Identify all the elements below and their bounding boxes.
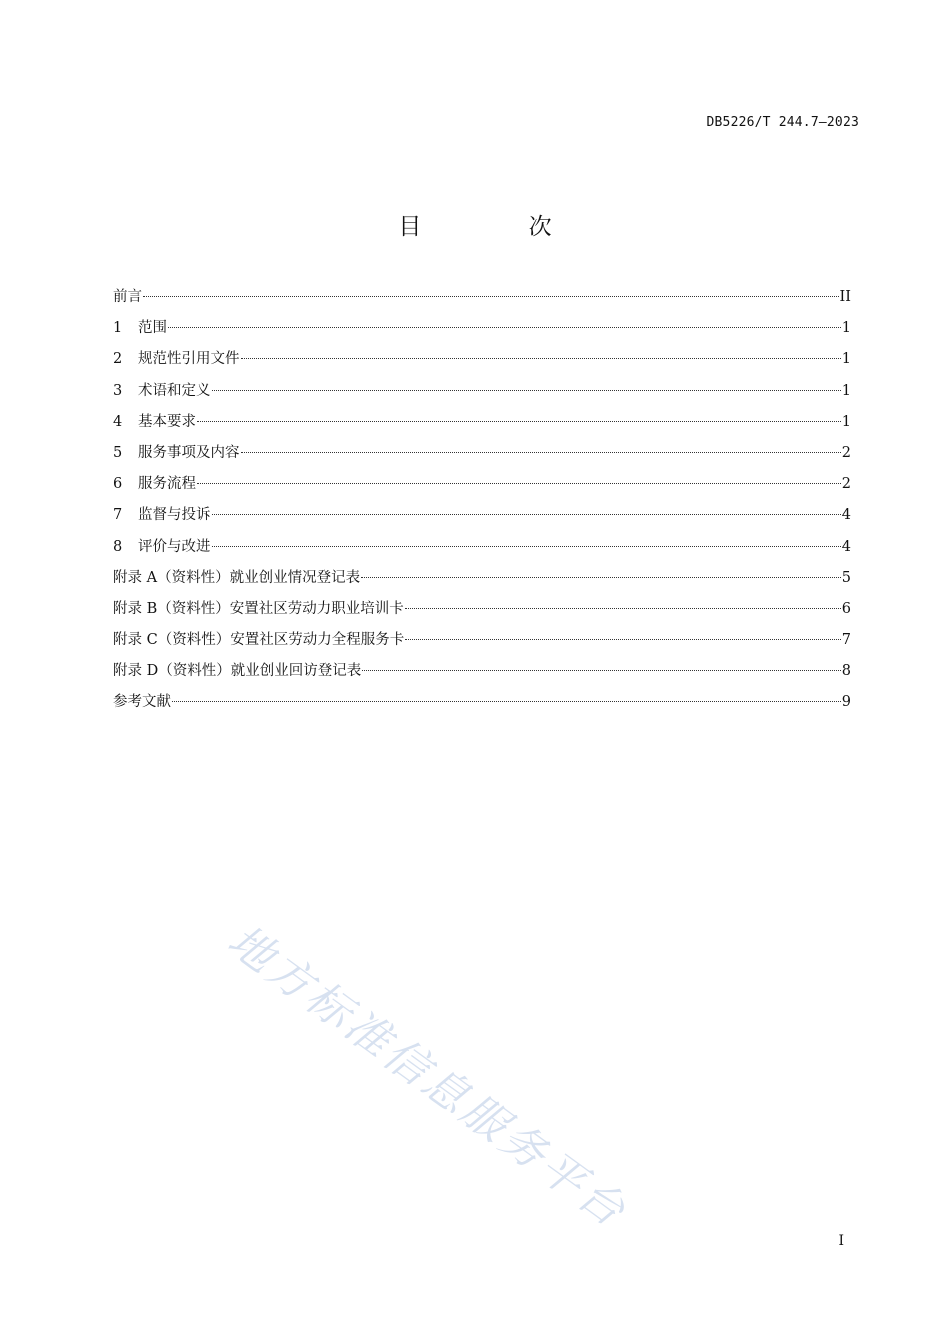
- toc-dot-leader: [362, 670, 841, 671]
- toc-entry-label: 参考文献: [113, 694, 171, 711]
- toc-entry-label: 附录 B（资料性）安置社区劳动力职业培训卡: [113, 600, 404, 617]
- toc-entry-label: 服务流程: [138, 476, 196, 493]
- toc-entry-label: 基本要求: [138, 413, 196, 430]
- toc-entry[interactable]: [113, 599, 851, 630]
- toc-entry-number: 5: [113, 444, 123, 461]
- toc-entry-page: 1: [841, 320, 851, 337]
- toc-entry-label: 前言: [113, 289, 142, 305]
- toc-entry-label: 范围: [138, 320, 167, 337]
- toc-entry[interactable]: [113, 474, 851, 505]
- toc-dot-leader: [405, 639, 841, 640]
- toc-entry-number: 3: [113, 382, 123, 399]
- toc-entry[interactable]: [113, 318, 851, 349]
- toc-entry-label: 监督与投诉: [138, 507, 211, 524]
- toc-entry-page: 4: [841, 507, 851, 524]
- toc-entry[interactable]: [113, 661, 851, 692]
- toc-entry-page: 6: [841, 600, 851, 617]
- toc-entry[interactable]: [113, 537, 851, 568]
- toc-entry-label: 服务事项及内容: [138, 444, 240, 461]
- toc-dot-leader: [241, 358, 841, 359]
- page-number: I: [838, 1233, 844, 1249]
- toc-entry[interactable]: [113, 692, 851, 723]
- toc-entry[interactable]: [113, 505, 851, 536]
- toc-entry-label: 规范性引用文件: [138, 351, 240, 368]
- toc-entry-label: 附录 D（资料性）就业创业回访登记表: [113, 663, 362, 680]
- toc-dot-leader: [172, 701, 841, 702]
- toc-entry[interactable]: [113, 287, 851, 318]
- toc-entry-number: 8: [113, 538, 123, 555]
- toc-entry-number: 6: [113, 476, 123, 493]
- page-title: 目 次: [398, 214, 602, 240]
- table-of-contents: [113, 287, 851, 724]
- toc-entry-number: 7: [113, 507, 123, 524]
- toc-dot-leader: [143, 296, 839, 297]
- toc-entry-page: 2: [841, 444, 851, 461]
- toc-entry-number: 2: [113, 351, 123, 368]
- toc-entry-page: 1: [841, 382, 851, 399]
- toc-dot-leader: [212, 546, 841, 547]
- toc-dot-leader: [197, 421, 841, 422]
- toc-entry-page: 9: [841, 694, 851, 711]
- document-code: DB5226/T 244.7—2023: [706, 115, 859, 130]
- toc-entry-number: 1: [113, 320, 123, 337]
- toc-entry-page: II: [839, 289, 851, 305]
- toc-dot-leader: [405, 608, 841, 609]
- toc-entry-page: 8: [841, 663, 851, 680]
- toc-entry[interactable]: [113, 381, 851, 412]
- toc-entry-page: 4: [841, 538, 851, 555]
- toc-dot-leader: [241, 452, 841, 453]
- toc-entry-label: 附录 C（资料性）安置社区劳动力全程服务卡: [113, 632, 405, 649]
- toc-entry-page: 2: [841, 476, 851, 493]
- toc-entry-label: 术语和定义: [138, 382, 211, 399]
- toc-entry-number: 4: [113, 413, 123, 430]
- toc-entry-page: 1: [841, 413, 851, 430]
- toc-entry-label: 评价与改进: [138, 538, 211, 555]
- toc-entry[interactable]: [113, 568, 851, 599]
- watermark-text: 地方标准信息服务平台: [218, 915, 637, 1239]
- toc-dot-leader: [197, 483, 841, 484]
- toc-entry-page: 5: [841, 569, 851, 586]
- toc-entry[interactable]: [113, 412, 851, 443]
- toc-dot-leader: [361, 577, 841, 578]
- toc-entry[interactable]: [113, 630, 851, 661]
- toc-entry-page: 7: [841, 632, 851, 649]
- toc-dot-leader: [212, 390, 841, 391]
- toc-dot-leader: [168, 327, 841, 328]
- toc-entry-page: 1: [841, 351, 851, 368]
- toc-dot-leader: [212, 514, 841, 515]
- toc-entry-label: 附录 A（资料性）就业创业情况登记表: [113, 569, 361, 586]
- toc-entry[interactable]: [113, 443, 851, 474]
- toc-entry[interactable]: [113, 349, 851, 380]
